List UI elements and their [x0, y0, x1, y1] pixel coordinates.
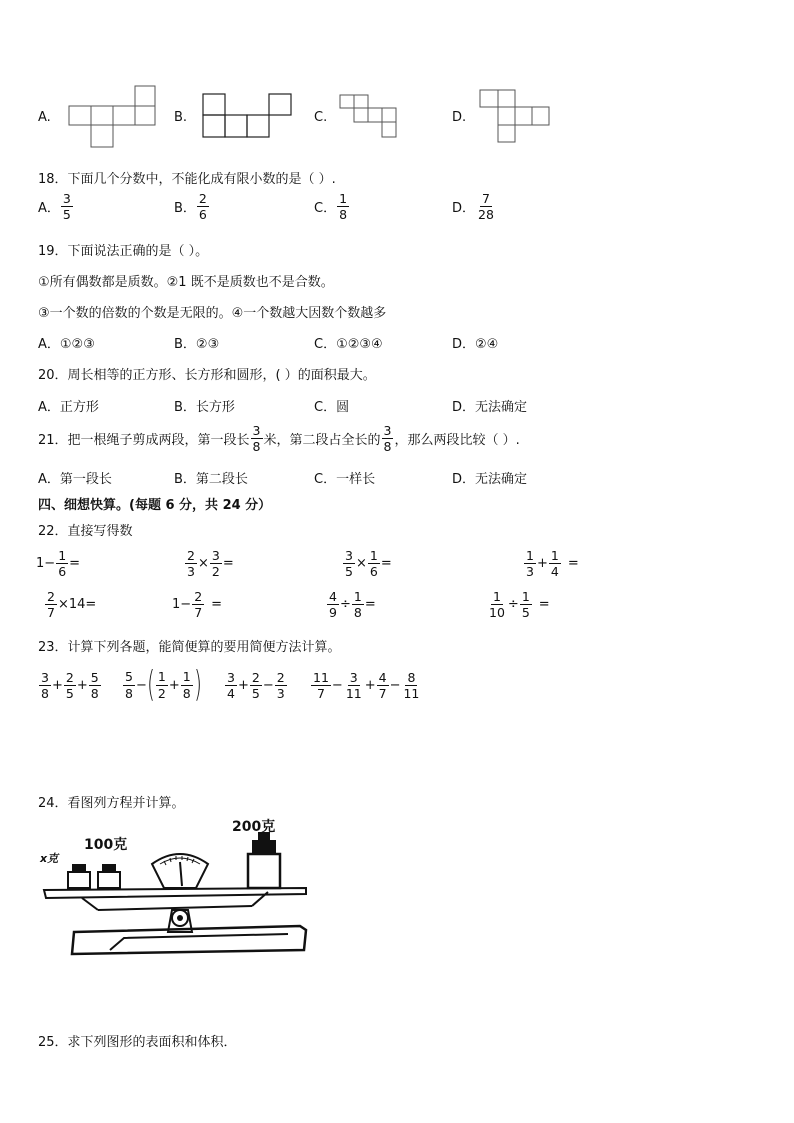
- q22-expr-4: $\frac{1}{3}$ + $\frac{1}{4}$ =: [526, 548, 579, 580]
- q17-option-a-letter: A.: [38, 110, 51, 125]
- q21-text-part2: 米，第二段占全长的: [263, 433, 381, 449]
- option-letter: A．: [38, 201, 60, 217]
- cube-net-b-figure: [200, 91, 294, 141]
- q21-option-d[interactable]: D．无法确定: [452, 472, 528, 487]
- cube-net-c-figure: [338, 93, 400, 141]
- q17-option-d-letter: D.: [452, 110, 467, 125]
- q18-option-c[interactable]: [314, 192, 350, 221]
- q22-expr-5: $\frac{2}{7}$ × 14 =: [47, 589, 97, 621]
- q22-expr-1: 1 − $\frac{1}{6}$ =: [36, 548, 81, 580]
- section4-title: 四、细想快算。(每题 6 分，共 24 分）: [38, 498, 272, 513]
- q25-title: 25．求下列图形的表面积和体积．: [38, 1035, 237, 1050]
- q18-option-d[interactable]: [452, 192, 497, 221]
- q19-statement-line2: ③一个数的倍数的个数是无限的。④一个数越大因数个数越多: [38, 306, 387, 321]
- q20-option-d[interactable]: D．无法确定: [452, 400, 528, 415]
- q23-title: 23．计算下列各题，能简便算的要用简便方法计算。: [38, 640, 341, 655]
- q19-option-d[interactable]: D．②④: [452, 337, 499, 352]
- q24-title: 24．看图列方程并计算。: [38, 796, 185, 811]
- q21-question: [38, 424, 520, 453]
- q21-option-a[interactable]: A．第一段长: [38, 472, 112, 487]
- fraction: $\frac{1}{8}$: [339, 191, 348, 223]
- q21-option-b[interactable]: B．第二段长: [174, 472, 248, 487]
- q19-option-b[interactable]: B．②③: [174, 337, 220, 352]
- q23-expr-1: $\frac{3}{8}$ + $\frac{2}{5}$ + $\frac{5}{8}$: [41, 670, 99, 702]
- balance-scale-figure: [38, 814, 318, 960]
- fraction: $\frac{7}{28}$: [478, 191, 494, 223]
- q20-option-a[interactable]: A．正方形: [38, 400, 99, 415]
- q19-statement-line1: ①所有偶数都是质数。②1 既不是质数也不是合数。: [38, 275, 334, 290]
- q21-text-part3: ，那么两段比较（ ）.: [394, 433, 520, 449]
- fraction: $\frac{3}{5}$: [62, 191, 71, 223]
- q21-option-c[interactable]: C．一样长: [314, 472, 376, 487]
- q22-title: 22．直接写得数: [38, 524, 133, 539]
- q20-option-b[interactable]: B．长方形: [174, 400, 235, 415]
- fraction: $\frac{2}{6}$: [198, 191, 207, 223]
- q18-option-a[interactable]: [38, 192, 74, 221]
- q19-option-c[interactable]: C．①②③④: [314, 337, 383, 352]
- cube-net-a-figure: [66, 84, 158, 150]
- q23-expr-2: $\frac{5}{8}$ − ( $\frac{1}{2}$ + $\frac{1}{8}$ ): [125, 664, 202, 705]
- 200-gram-label: 200克: [232, 819, 276, 835]
- q22-expr-8: $\frac{1}{10}$ ÷ $\frac{1}{5}$ =: [489, 589, 550, 621]
- option-letter: C．: [314, 201, 337, 217]
- cube-net-d-figure: [476, 88, 552, 144]
- option-letter: D．: [452, 201, 476, 217]
- q22-expr-6: 1 − $\frac{2}{7}$ =: [172, 589, 223, 621]
- q22-expr-3: $\frac{3}{5}$ × $\frac{1}{6}$ =: [345, 548, 392, 580]
- q23-expr-4: $\frac{11}{7}$ − $\frac{3}{11}$ + $\frac{4}{7}$ − $\frac{8}{11}$: [313, 670, 420, 702]
- q19-question: 19．下面说法正确的是（ ）。: [38, 244, 209, 259]
- q19-option-a[interactable]: A．①②③: [38, 337, 95, 352]
- q18-option-b[interactable]: [174, 192, 210, 221]
- q20-option-c[interactable]: C．圆: [314, 400, 350, 415]
- fraction: $\frac{3}{8}$: [383, 423, 392, 455]
- x-gram-label: x克: [40, 852, 59, 865]
- q18-question: 18．下面几个分数中，不能化成有限小数的是（ ）.: [38, 172, 336, 187]
- fraction: $\frac{3}{8}$: [252, 423, 261, 455]
- 100-gram-label: 100克: [84, 837, 128, 853]
- q21-text-part1: 21．把一根绳子剪成两段，第一段长: [38, 433, 250, 449]
- option-letter: B．: [174, 201, 196, 217]
- q17-option-b-letter: B.: [174, 110, 188, 125]
- q23-expr-3: $\frac{3}{4}$ + $\frac{2}{5}$ − $\frac{2}{3}$: [227, 670, 285, 702]
- q22-expr-7: $\frac{4}{9}$ ÷ $\frac{1}{8}$ =: [329, 589, 376, 621]
- balance-scale-icon: [38, 814, 318, 960]
- q17-option-c-letter: C.: [314, 110, 328, 125]
- q22-expr-2: $\frac{2}{3}$ × $\frac{3}{2}$ =: [187, 548, 234, 580]
- q20-question: 20．周长相等的正方形、长方形和圆形，( ）的面积最大。: [38, 368, 376, 383]
